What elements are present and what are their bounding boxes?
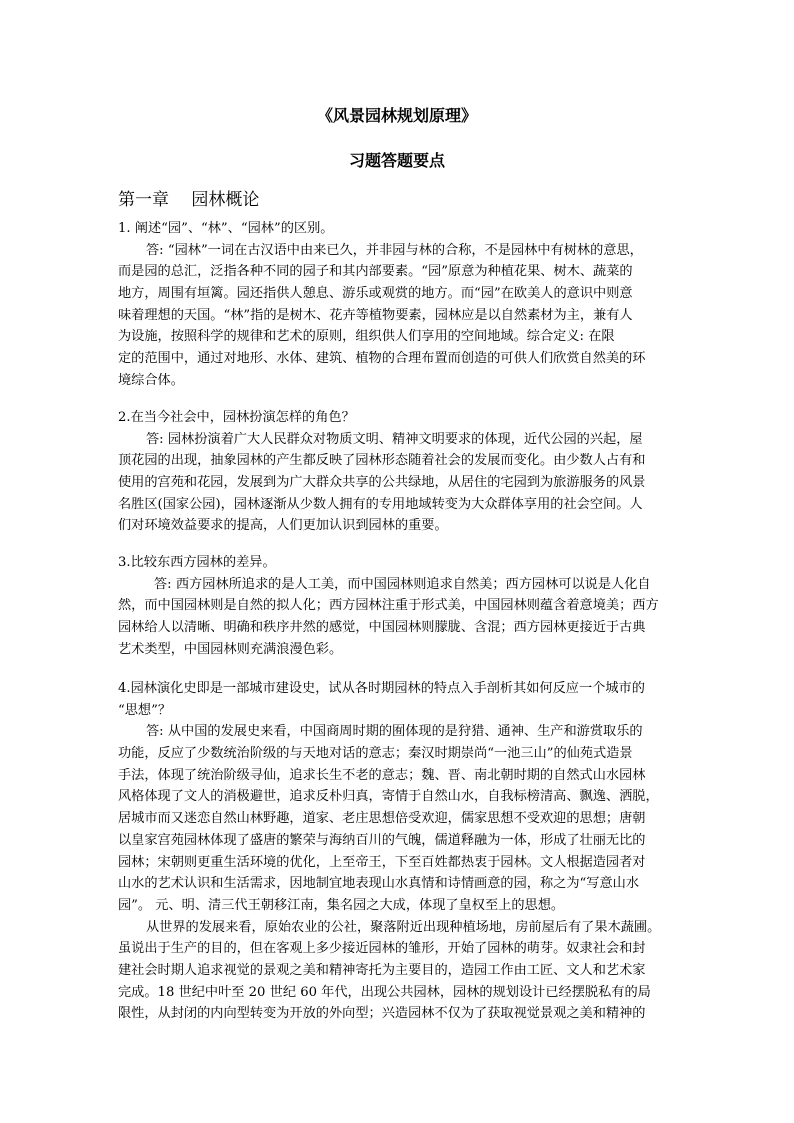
- answer-4-paragraph-2-line: 完成。18 世纪中叶至 20 世纪 60 年代，出现公共园林，园林的规划设计已经摆脱私有的局: [118, 984, 651, 1000]
- answer-4-line: 答: 从中国的发展史来看，中国商周时期的囿体现的是狩猎、通神、生产和游赏取乐的: [146, 724, 643, 740]
- question-2-block: [118, 407, 678, 537]
- document-title: 《风景园林规划原理》: [316, 106, 477, 125]
- answer-4-line: 以皇家宫苑园林体现了盛唐的繁荣与海纳百川的气魄，儒道释融为一体，形成了壮丽无比的: [118, 832, 646, 848]
- answer-1-line: 地方，周围有垣篱。园还指供人憩息、游乐或观赏的地方。而“园”在欧美人的意识中则意: [118, 286, 633, 302]
- question-3-block: [118, 552, 678, 660]
- answer-4-line: 功能，反应了少数统治阶级的与天地对话的意志；秦汉时期崇尚“一池三山”的仙苑式造景: [118, 746, 633, 762]
- question-3-text: 3.比较东西方园林的差异。: [118, 555, 276, 570]
- question-1-text: 1. 阐述“园”、“林”、“园林”的区别。: [118, 221, 334, 236]
- answer-4-paragraph-2-line: 限性，从封闭的内向型转变为开放的外向型；兴造园林不仅为了获取视觉景观之美和精神的: [118, 1006, 646, 1022]
- answer-4-line: 手法，体现了统治阶级寻仙，追求长生不老的意志；魏、晋、南北朝时期的自然式山水园林: [118, 767, 646, 783]
- answer-1-line: 答: “园林”一词在古汉语中由来已久，并非园与林的合称，不是园林中有树林的意思，: [146, 242, 643, 258]
- answer-2-line: 们对环境效益要求的提高，人们更加认识到园林的重要。: [118, 518, 448, 534]
- answer-4-line: 园林；宋朝则更重生活环境的优化，上至帝王，下至百姓都热衷于园林。文人根据造园者对: [118, 854, 646, 870]
- answer-1-line: 味着理想的天国。“林”指的是树木、花卉等植物要素，园林应是以自然素材为主，兼有人: [118, 307, 633, 323]
- answer-1-line: 境综合体。: [118, 372, 184, 388]
- answer-1-line: 定的范围中，通过对地形、水体、建筑、植物的合理布置而创造的可供人们欣赏自然美的环: [118, 351, 646, 367]
- answer-3-line: 然，而中国园林则是自然的拟人化；西方园林注重于形式美，中国园林则蕴含着意境美；西方: [118, 598, 659, 614]
- question-1-block: [118, 218, 678, 392]
- question-4-text: “思想”？: [118, 702, 172, 718]
- question-2-text: 2.在当今社会中，园林扮演怎样的角色？: [118, 410, 355, 425]
- answer-4-paragraph-2-line: 虽说出于生产的目的，但在客观上多少接近园林的雏形，开始了园林的萌芽。奴隶社会和封: [118, 941, 646, 957]
- answer-3-line: 园林给人以清晰、明确和秩序井然的感觉，中国园林则朦胧、含混；西方园林更接近于古典: [118, 620, 646, 636]
- answer-4-paragraph-2-line: 从世界的发展来看，原始农业的公社，聚落附近出现种植场地，房前屋后有了果木蔬圃。: [146, 919, 661, 935]
- answer-2-line: 名胜区(国家公园)，园林逐渐从少数人拥有的专用地域转变为大众群体享用的社会空间。人: [118, 496, 643, 512]
- answer-2-line: 答: 园林扮演着广大人民群众对物质文明、精神文明要求的体现，近代公园的兴起，屋: [146, 431, 643, 447]
- answer-4-paragraph-2-line: 建社会时期人追求视觉的景观之美和精神寄托为主要目的，造园工作由工匠、文人和艺术家: [118, 962, 646, 978]
- answer-1-line: 为设施，按照科学的规律和艺术的原则，组织供人们享用的空间地域。综合定义: 在限: [118, 329, 615, 345]
- document-subtitle: 习题答题要点: [348, 151, 445, 170]
- question-4-block: [118, 678, 678, 1025]
- answer-4-line: 居城市而又迷恋自然山林野趣，道家、老庄思想倍受欢迎，儒家思想不受欢迎的思想；唐朝: [118, 811, 646, 827]
- answer-3-line: 答: 西方园林所追求的是人工美，而中国园林则追求自然美；西方园林可以说是人化自: [154, 576, 651, 592]
- answer-2-line: 顶花园的出现，抽象园林的产生都反映了园林形态随着社会的发展而变化。由少数人占有和: [118, 453, 646, 469]
- question-4-text: 4.园林演化史即是一部城市建设史，试从各时期园林的特点入手剖析其如何反应一个城市的: [118, 681, 645, 696]
- answer-4-line: 风格体现了文人的消极避世，追求反朴归真，寄情于自然山水，自我标榜清高、飘逸、洒脱，: [118, 789, 659, 805]
- answer-4-line: 园”。 元、明、清三代王朝移江南，集名园之大成，体现了皇权至上的思想。: [118, 897, 565, 913]
- answer-1-line: 而是园的总汇，泛指各种不同的园子和其内部要素。“园”原意为种植花果、树木、蔬菜的: [118, 264, 633, 280]
- chapter-heading: 第一章 园林概论: [118, 190, 260, 210]
- answer-3-line: 艺术类型，中国园林则充满浪漫色彩。: [118, 641, 343, 657]
- answer-2-line: 使用的宫苑和花园，发展到为广大群众共享的公共绿地，从居住的宅园到为旅游服务的风景: [118, 475, 646, 491]
- answer-4-line: 山水的艺术认识和生活需求，因地制宜地表现山水真情和诗情画意的园，称之为“写意山水: [118, 876, 640, 892]
